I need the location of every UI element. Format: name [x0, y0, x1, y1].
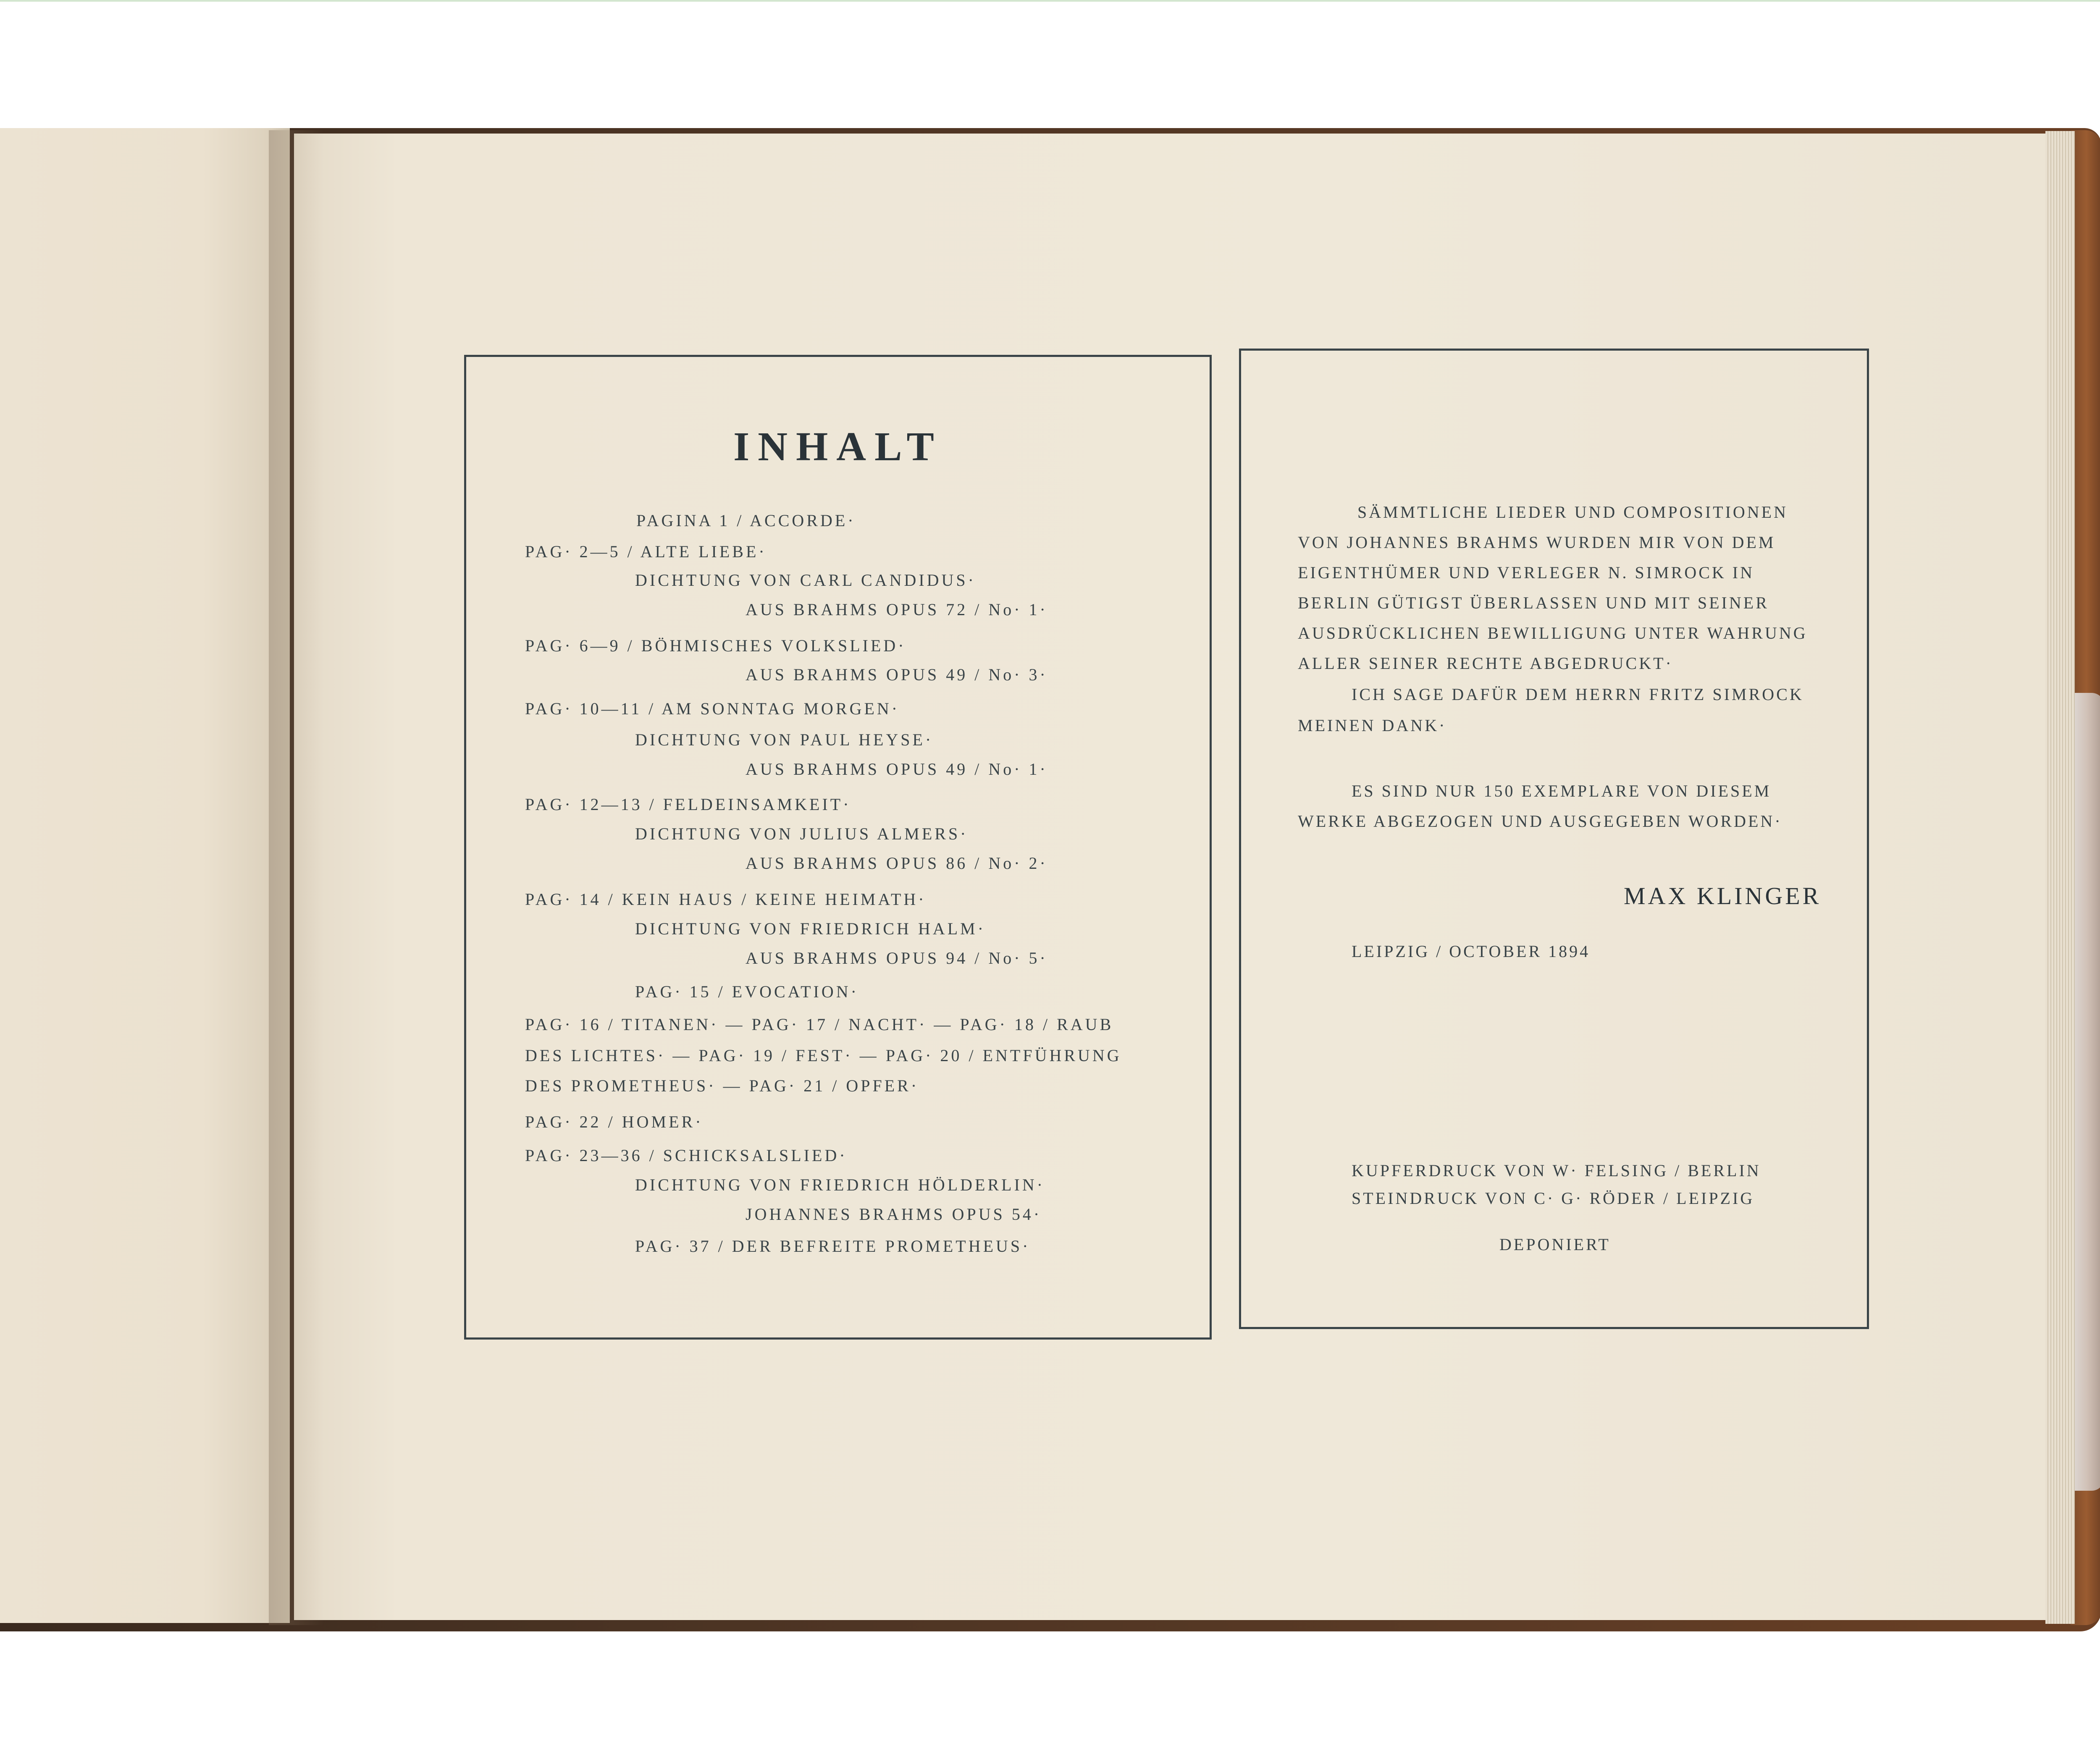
colophon-line: ICH SAGE DAFÜR DEM HERRN FRITZ SIMROCK	[1352, 685, 1804, 704]
toc-line: AUS BRAHMS OPUS 49 / No· 1·	[746, 760, 1048, 779]
left-page	[0, 128, 290, 1623]
colophon-line: ALLER SEINER RECHTE ABGEDRUCKT·	[1298, 654, 1673, 673]
toc-line: PAG· 16 / TITANEN· — PAG· 17 / NACHT· — PAG· 18 / RAUB	[525, 1015, 1114, 1034]
toc-line: AUS BRAHMS OPUS 94 / No· 5·	[746, 949, 1048, 968]
toc-line: PAG· 15 / EVOCATION·	[635, 982, 859, 1001]
page-edges	[2045, 131, 2075, 1624]
colophon-line: ES SIND NUR 150 EXEMPLARE VON DIESEM	[1352, 781, 1772, 800]
colophon-line: MEINEN DANK·	[1298, 716, 1447, 735]
signature: MAX KLINGER	[1624, 882, 1822, 910]
colophon-line: VON JOHANNES BRAHMS WURDEN MIR VON DEM	[1298, 533, 1776, 552]
toc-line: DICHTUNG VON CARL CANDIDUS·	[635, 571, 976, 590]
toc-line: PAG· 6—9 / BÖHMISCHES VOLKSLIED·	[525, 636, 906, 655]
colophon-line: SÄMMTLICHE LIEDER UND COMPOSITIONEN	[1357, 503, 1788, 522]
colophon-line: AUSDRÜCKLICHEN BEWILLIGUNG UNTER WAHRUNG	[1298, 624, 1808, 642]
printer-line: KUPFERDRUCK VON W· FELSING / BERLIN	[1352, 1161, 1761, 1180]
toc-line: DICHTUNG VON FRIEDRICH HÖLDERLIN·	[635, 1175, 1045, 1194]
toc-line: PAGINA 1 / ACCORDE·	[636, 511, 856, 530]
colophon-line: BERLIN GÜTIGST ÜBERLASSEN UND MIT SEINER	[1298, 593, 1769, 612]
tissue-sheet	[2075, 693, 2100, 1491]
toc-line: JOHANNES BRAHMS OPUS 54·	[746, 1205, 1042, 1224]
toc-line: PAG· 2—5 / ALTE LIEBE·	[525, 542, 767, 561]
colophon-line: WERKE ABGEZOGEN UND AUSGEGEBEN WORDEN·	[1298, 812, 1782, 831]
toc-line: DICHTUNG VON JULIUS ALMERS·	[635, 824, 969, 843]
toc-line: AUS BRAHMS OPUS 49 / No· 3·	[746, 665, 1048, 684]
toc-line: PAG· 37 / DER BEFREITE PROMETHEUS·	[635, 1237, 1031, 1256]
toc-line: DICHTUNG VON PAUL HEYSE·	[635, 730, 934, 749]
top-rule	[0, 0, 2100, 2]
place-date: LEIPZIG / OCTOBER 1894	[1352, 942, 1591, 961]
toc-line: PAG· 14 / KEIN HAUS / KEINE HEIMATH·	[525, 890, 927, 909]
toc-line: AUS BRAHMS OPUS 72 / No· 1·	[746, 600, 1048, 619]
toc-line: PAG· 23—36 / SCHICKSALSLIED·	[525, 1146, 848, 1165]
deponiert-mark: DEPONIERT	[1499, 1235, 1611, 1254]
toc-line: PAG· 12—13 / FELDEINSAMKEIT·	[525, 795, 851, 814]
toc-line: AUS BRAHMS OPUS 86 / No· 2·	[746, 854, 1048, 873]
toc-line: PAG· 10—11 / AM SONNTAG MORGEN·	[525, 699, 900, 718]
toc-line: DICHTUNG VON FRIEDRICH HALM·	[635, 919, 986, 938]
toc-line: DES LICHTES· — PAG· 19 / FEST· — PAG· 20 / ENTFÜHRUNG	[525, 1046, 1122, 1065]
colophon-line: EIGENTHÜMER UND VERLEGER N. SIMROCK IN	[1298, 563, 1755, 582]
colophon-frame	[1239, 349, 1869, 1329]
printer-line: STEINDRUCK VON C· G· RÖDER / LEIPZIG	[1352, 1189, 1755, 1208]
gutter-shadow	[269, 130, 323, 1625]
toc-line: PAG· 22 / HOMER·	[525, 1112, 704, 1131]
toc-line: DES PROMETHEUS· — PAG· 21 / OPFER·	[525, 1076, 919, 1095]
contents-title: INHALT	[733, 424, 942, 469]
